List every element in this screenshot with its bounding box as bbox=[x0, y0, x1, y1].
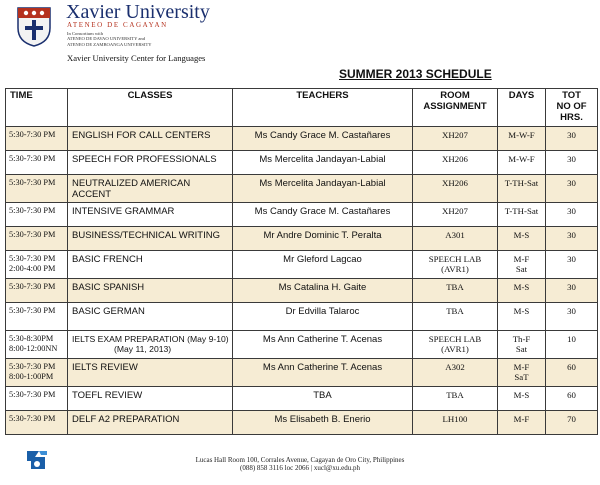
class-line: INTENSIVE GRAMMAR bbox=[72, 206, 175, 217]
table-row bbox=[6, 151, 598, 175]
teacher-cell: Ms Mercelita Jandayan-Labial bbox=[233, 151, 413, 175]
days-line: M-S bbox=[513, 306, 530, 316]
time-cell bbox=[6, 251, 68, 279]
class-cell bbox=[68, 127, 233, 151]
days-cell bbox=[498, 387, 546, 411]
time-cell bbox=[6, 227, 68, 251]
table-row bbox=[6, 175, 598, 203]
class-cell bbox=[68, 303, 233, 331]
teacher-cell: Ms Elisabeth B. Enerio bbox=[233, 411, 413, 435]
schedule-title: SUMMER 2013 SCHEDULE bbox=[339, 67, 492, 81]
class-line: BASIC SPANISH bbox=[72, 282, 145, 293]
class-line: SPEECH FOR PROFESSIONALS bbox=[72, 154, 217, 165]
room-cell bbox=[413, 411, 498, 435]
class-cell bbox=[68, 251, 233, 279]
consortium-note bbox=[67, 31, 152, 47]
table-row bbox=[6, 331, 598, 359]
time-cell bbox=[6, 151, 68, 175]
hours-cell: 30 bbox=[546, 303, 598, 331]
room-header-line: ASSIGNMENT bbox=[423, 101, 487, 112]
class-line: IELTS EXAM PREPARATION (May 9-10) bbox=[72, 334, 229, 344]
room-line: A302 bbox=[445, 362, 465, 372]
days-line: M-F bbox=[513, 414, 530, 424]
hours-cell: 30 bbox=[546, 279, 598, 303]
time-line: 5:30-7:30 PM bbox=[9, 390, 56, 399]
teacher-cell: Ms Candy Grace M. Castañares bbox=[233, 203, 413, 227]
days-line: M-W-F bbox=[508, 130, 535, 140]
time-cell bbox=[6, 203, 68, 227]
days-line: M-W-F bbox=[508, 154, 535, 164]
table-row bbox=[6, 387, 598, 411]
time-line: 5:30-7:30 PM bbox=[9, 206, 56, 215]
hours-header-line: TOT bbox=[562, 90, 581, 101]
days-line: T-TH-Sat bbox=[504, 206, 539, 216]
days-cell bbox=[498, 303, 546, 331]
hours-header-line: NO OF bbox=[556, 101, 587, 112]
room-cell bbox=[413, 331, 498, 359]
table-row bbox=[6, 359, 598, 387]
consortium-line: ATENEO DE ZAMBOANGA UNIVERSITY bbox=[67, 41, 152, 47]
days-cell bbox=[498, 251, 546, 279]
university-name: Xavier University bbox=[66, 1, 210, 23]
teacher-cell: Ms Candy Grace M. Castañares bbox=[233, 127, 413, 151]
class-cell bbox=[68, 151, 233, 175]
class-line: BASIC FRENCH bbox=[72, 254, 143, 265]
hours-cell: 30 bbox=[546, 127, 598, 151]
time-line: 5:30-7:30 PM bbox=[9, 230, 56, 239]
time-cell bbox=[6, 175, 68, 203]
column-header-classes: CLASSES bbox=[68, 89, 233, 127]
room-line: SPEECH LAB bbox=[428, 334, 482, 344]
time-cell bbox=[6, 127, 68, 151]
footer-contact: (088) 858 3116 loc 2066 | xucl@xu.edu.ph bbox=[240, 464, 360, 472]
time-line: 5:30-7:30 PM bbox=[9, 282, 56, 291]
teacher-cell: Ms Catalina H. Gaite bbox=[233, 279, 413, 303]
class-cell bbox=[68, 331, 233, 359]
column-header-room bbox=[413, 89, 498, 127]
class-cell bbox=[68, 203, 233, 227]
teacher-cell: Ms Ann Catherine T. Acenas bbox=[233, 359, 413, 387]
room-cell bbox=[413, 303, 498, 331]
letterhead bbox=[10, 2, 230, 64]
class-cell bbox=[68, 411, 233, 435]
room-line: TBA bbox=[446, 282, 464, 292]
class-line: DELF A2 PREPARATION bbox=[72, 414, 180, 425]
column-header-time: TIME bbox=[6, 89, 68, 127]
hours-cell: 70 bbox=[546, 411, 598, 435]
hours-cell: 60 bbox=[546, 359, 598, 387]
table-row bbox=[6, 203, 598, 227]
days-cell bbox=[498, 411, 546, 435]
table-row bbox=[6, 303, 598, 331]
teacher-cell: Mr Andre Dominic T. Peralta bbox=[233, 227, 413, 251]
class-line: ACCENT bbox=[72, 189, 112, 200]
university-subtitle: ATENEO DE CAGAYAN bbox=[67, 21, 168, 29]
column-header-hours bbox=[546, 89, 598, 127]
days-cell bbox=[498, 227, 546, 251]
hours-cell: 60 bbox=[546, 387, 598, 411]
center-name: Xavier University Center for Languages bbox=[67, 53, 206, 63]
time-cell bbox=[6, 411, 68, 435]
footer-address: Lucas Hall Room 100, Corrales Avenue, Cagayan de Oro City, Philippines bbox=[195, 456, 405, 464]
room-header-line: ROOM bbox=[440, 90, 470, 101]
room-line: LH100 bbox=[442, 414, 468, 424]
class-line: BUSINESS/TECHNICAL WRITING bbox=[72, 230, 220, 241]
time-line: 2:00-4:00 PM bbox=[9, 264, 56, 273]
days-cell bbox=[498, 331, 546, 359]
teacher-cell: Ms Ann Catherine T. Acenas bbox=[233, 331, 413, 359]
table-row bbox=[6, 227, 598, 251]
header-row bbox=[6, 89, 598, 127]
footer bbox=[0, 447, 600, 485]
table-row bbox=[6, 411, 598, 435]
room-line: XH206 bbox=[442, 178, 468, 188]
hours-cell: 30 bbox=[546, 175, 598, 203]
time-line: 5:30-7:30 PM bbox=[9, 362, 56, 371]
days-cell bbox=[498, 203, 546, 227]
hours-cell: 30 bbox=[546, 251, 598, 279]
days-line: Th-F bbox=[512, 334, 531, 344]
time-line: 5:30-7:30 PM bbox=[9, 130, 56, 139]
time-line: 8:00-1:00PM bbox=[9, 372, 54, 381]
days-cell bbox=[498, 359, 546, 387]
class-line: IELTS REVIEW bbox=[72, 362, 138, 373]
room-line: XH207 bbox=[442, 206, 468, 216]
class-cell bbox=[68, 359, 233, 387]
room-line: (AVR1) bbox=[441, 344, 469, 354]
column-header-days: DAYS bbox=[498, 89, 546, 127]
class-cell bbox=[68, 175, 233, 203]
room-cell bbox=[413, 151, 498, 175]
days-cell bbox=[498, 175, 546, 203]
class-line: NEUTRALIZED AMERICAN bbox=[72, 178, 191, 189]
days-line: M-S bbox=[513, 230, 530, 240]
room-cell bbox=[413, 227, 498, 251]
time-line: 5:30-7:30 PM bbox=[9, 306, 56, 315]
hours-cell: 10 bbox=[546, 331, 598, 359]
room-cell bbox=[413, 251, 498, 279]
column-header-teachers: TEACHERS bbox=[233, 89, 413, 127]
teacher-cell: Ms Mercelita Jandayan-Labial bbox=[233, 175, 413, 203]
time-cell bbox=[6, 387, 68, 411]
room-cell bbox=[413, 387, 498, 411]
room-cell bbox=[413, 203, 498, 227]
time-line: 5:30-7:30 PM bbox=[9, 178, 56, 187]
time-line: 8:00-12:00NN bbox=[9, 344, 58, 353]
schedule-table bbox=[5, 88, 598, 435]
class-line: ENGLISH FOR CALL CENTERS bbox=[72, 130, 211, 141]
consortium-line: In Consortium with bbox=[67, 31, 103, 36]
time-cell bbox=[6, 279, 68, 303]
teacher-cell: Mr Gleford Lagcao bbox=[233, 251, 413, 279]
university-seal-icon bbox=[12, 4, 56, 48]
consortium-line: ATENEO DE DAVAO UNIVERSITY and bbox=[67, 36, 146, 42]
room-line: TBA bbox=[446, 390, 464, 400]
table-row bbox=[6, 251, 598, 279]
class-cell bbox=[68, 227, 233, 251]
days-cell bbox=[498, 151, 546, 175]
teacher-cell: TBA bbox=[233, 387, 413, 411]
time-cell bbox=[6, 359, 68, 387]
room-line: SPEECH LAB bbox=[428, 254, 482, 264]
days-line: Sat bbox=[515, 344, 528, 354]
days-cell bbox=[498, 127, 546, 151]
hours-cell: 30 bbox=[546, 203, 598, 227]
days-line: M-F bbox=[513, 254, 530, 264]
class-line: TOEFL REVIEW bbox=[72, 390, 143, 401]
room-cell bbox=[413, 279, 498, 303]
time-line: 5:30-7:30 PM bbox=[9, 154, 56, 163]
hours-cell: 30 bbox=[546, 227, 598, 251]
days-line: Sat bbox=[515, 264, 528, 274]
class-line: BASIC GERMAN bbox=[72, 306, 145, 317]
hours-header-line: HRS. bbox=[560, 112, 583, 123]
days-line: M-S bbox=[513, 282, 530, 292]
table-row bbox=[6, 279, 598, 303]
class-line: (May 11, 2013) bbox=[114, 344, 172, 354]
room-line: XH207 bbox=[442, 130, 468, 140]
table-row bbox=[6, 127, 598, 151]
room-cell bbox=[413, 359, 498, 387]
room-cell bbox=[413, 127, 498, 151]
class-cell bbox=[68, 387, 233, 411]
days-cell bbox=[498, 279, 546, 303]
room-line: (AVR1) bbox=[441, 264, 469, 274]
days-line: T-TH-Sat bbox=[504, 178, 539, 188]
class-cell bbox=[68, 279, 233, 303]
room-line: TBA bbox=[446, 306, 464, 316]
room-line: XH206 bbox=[442, 154, 468, 164]
room-cell bbox=[413, 175, 498, 203]
days-line: M-F bbox=[513, 362, 530, 372]
room-line: A301 bbox=[445, 230, 465, 240]
days-line: M-S bbox=[513, 390, 530, 400]
time-cell bbox=[6, 331, 68, 359]
time-line: 5:30-7:30 PM bbox=[9, 414, 56, 423]
hours-cell: 30 bbox=[546, 151, 598, 175]
teacher-cell: Dr Edvilla Talaroc bbox=[233, 303, 413, 331]
time-line: 5:30-7:30 PM bbox=[9, 254, 56, 263]
time-line: 5:30-8:30PM bbox=[9, 334, 54, 343]
time-cell bbox=[6, 303, 68, 331]
days-line: SaT bbox=[514, 372, 529, 382]
